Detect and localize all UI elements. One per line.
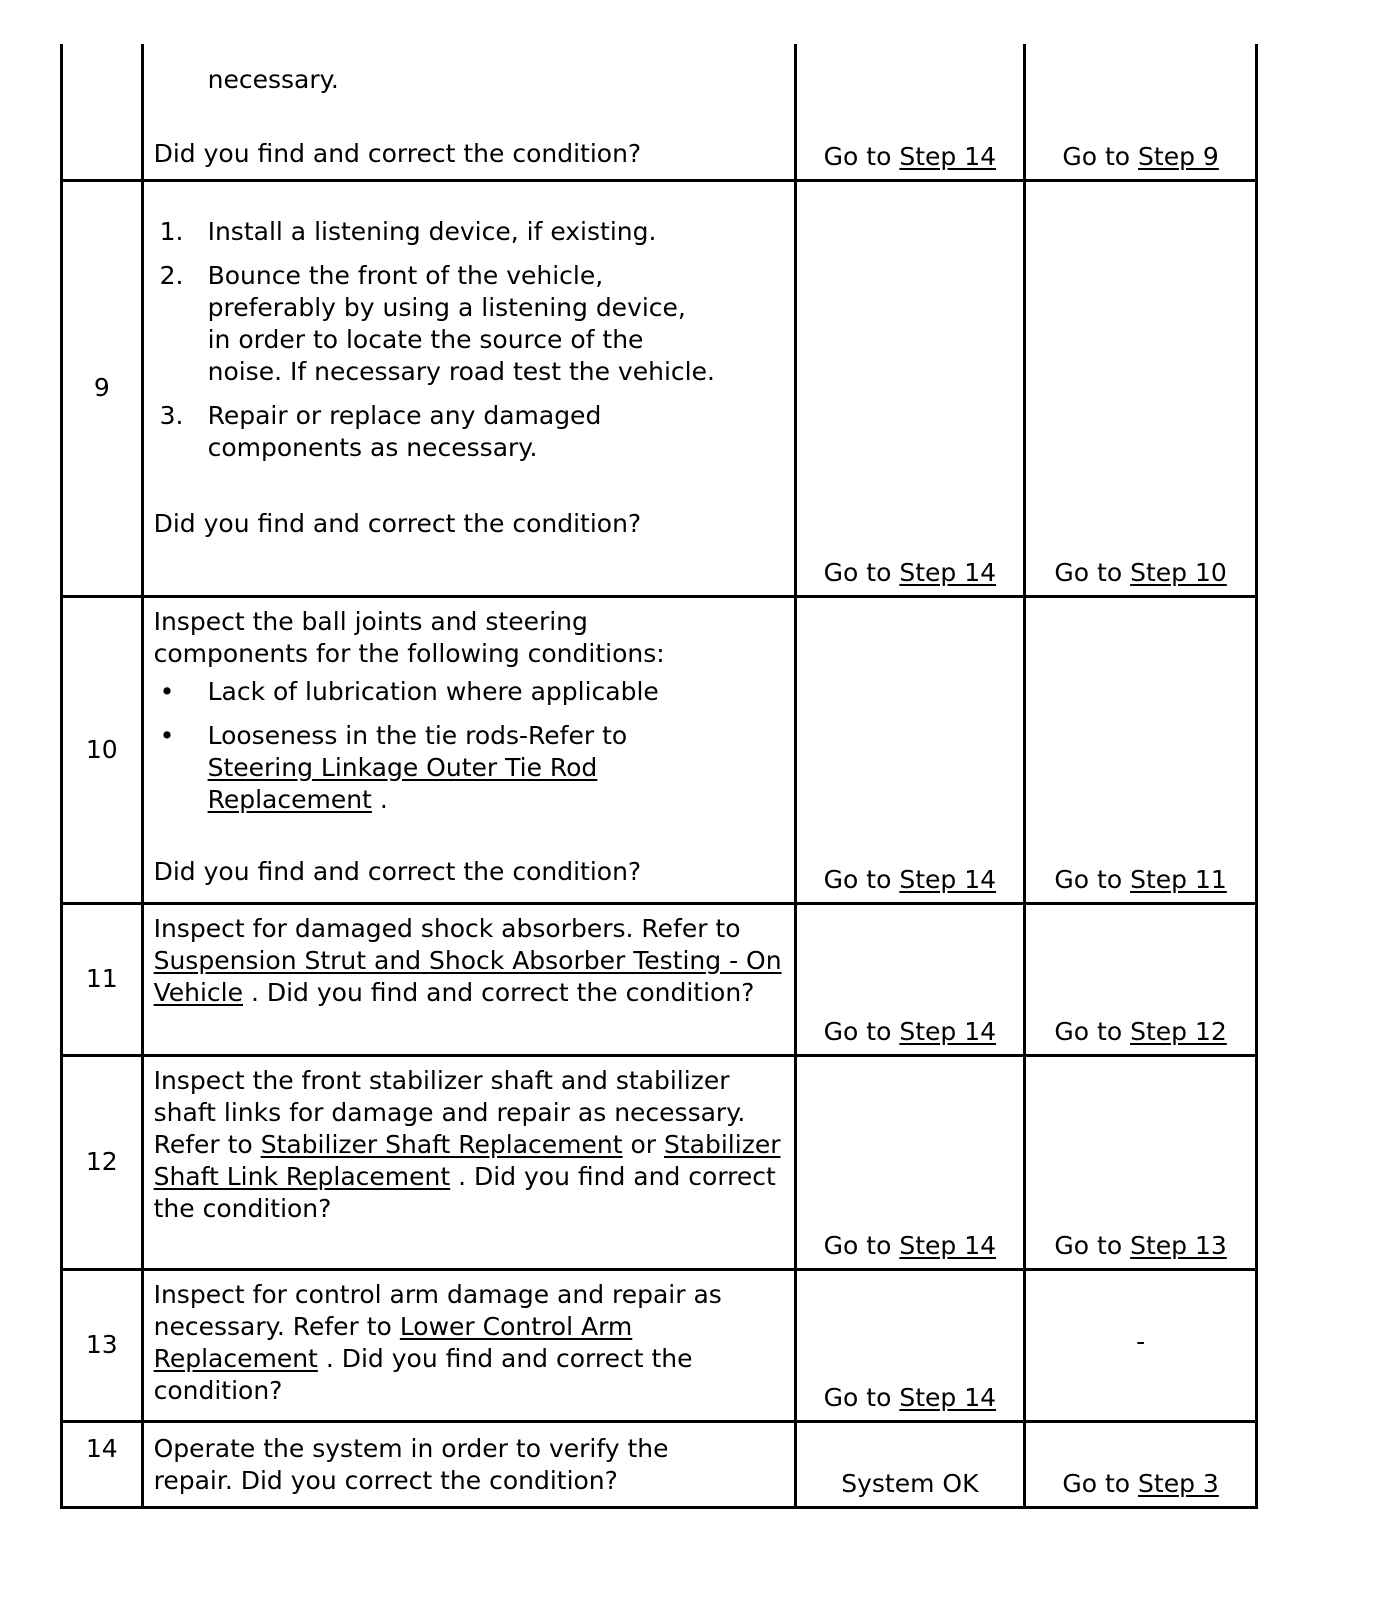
numbered-list bbox=[154, 216, 786, 464]
step-link[interactable]: Step 14 bbox=[899, 1382, 997, 1412]
step-link[interactable]: Step 10 bbox=[1130, 557, 1227, 587]
bullet-list bbox=[154, 676, 786, 816]
no-result: Go to Step 9 bbox=[1025, 44, 1257, 180]
no-result: Go to Step 10 bbox=[1025, 180, 1257, 596]
step-link[interactable]: Step 9 bbox=[1138, 141, 1219, 171]
question-text: Did you find and correct the condition? bbox=[153, 139, 642, 168]
list-item: 2. Bounce the front of the vehicle, preferably by using a listening device, in order to locate the source of the noise. If necessary road test the vehicle. bbox=[159, 260, 715, 386]
lower-control-arm-replacement-link[interactable]: Lower Control Arm Replacement bbox=[153, 1311, 633, 1373]
yes-result: Go to Step 14 bbox=[795, 44, 1025, 180]
step-link[interactable]: Step 11 bbox=[1130, 864, 1227, 894]
no-result: - bbox=[1025, 1269, 1257, 1421]
step-action bbox=[142, 180, 795, 596]
no-result: Go to Step 13 bbox=[1025, 1055, 1257, 1269]
step-number bbox=[62, 44, 143, 180]
table-row bbox=[62, 1055, 1257, 1269]
step-action bbox=[142, 596, 795, 903]
shock-absorber-testing-link[interactable]: Suspension Strut and Shock Absorber Testing - On Vehicle bbox=[153, 945, 782, 1007]
step-action: Inspect the front stabilizer shaft and stabilizer shaft links for damage and repair as necessary. Refer to Stabilizer Shaft Replacement or Stabilizer Shaft Link Replacement . Did you find and correct the condition? bbox=[142, 1055, 795, 1269]
step-link[interactable]: Step 12 bbox=[1130, 1016, 1227, 1046]
table-row bbox=[62, 1269, 1257, 1421]
list-item: 1. Install a listening device, if existing. bbox=[159, 216, 657, 246]
list-item: 3. Repair or replace any damaged components as necessary. bbox=[159, 400, 602, 462]
question-text: Did you find and correct the condition? bbox=[153, 856, 642, 886]
question-text: Did you find and correct the condition? bbox=[153, 508, 642, 538]
table-row bbox=[62, 44, 1257, 180]
step-number: 14 bbox=[62, 1421, 143, 1507]
table-row bbox=[62, 1421, 1257, 1507]
table-row bbox=[62, 903, 1257, 1055]
step-link[interactable]: Step 14 bbox=[899, 1016, 997, 1046]
continuation-text: necessary. bbox=[207, 65, 339, 94]
step-action bbox=[142, 1421, 795, 1507]
step-link[interactable]: Step 14 bbox=[899, 864, 997, 894]
yes-result: Go to Step 14 bbox=[795, 180, 1025, 596]
step-link[interactable]: Step 14 bbox=[899, 1230, 997, 1260]
step-link[interactable]: Step 14 bbox=[899, 557, 997, 587]
stabilizer-shaft-replacement-link[interactable]: Stabilizer Shaft Replacement bbox=[260, 1129, 623, 1159]
yes-result: System OK bbox=[795, 1421, 1025, 1507]
step-link[interactable]: Step 14 bbox=[899, 141, 997, 171]
step-action: Inspect for damaged shock absorbers. Refer to Suspension Strut and Shock Absorber Testing - On Vehicle . Did you find and correct the condition? bbox=[142, 903, 795, 1055]
step-action: Inspect for control arm damage and repair as necessary. Refer to Lower Control Arm Replacement . Did you find and correct the condition? bbox=[142, 1269, 795, 1421]
diagnostic-steps-table bbox=[60, 44, 1258, 1509]
step-link[interactable]: Step 13 bbox=[1130, 1230, 1227, 1260]
step-number: 11 bbox=[62, 903, 143, 1055]
step-number: 9 bbox=[62, 180, 143, 596]
no-result: Go to Step 12 bbox=[1025, 903, 1257, 1055]
step-number: 13 bbox=[62, 1269, 143, 1421]
intro-text: Inspect the ball joints and steering components for the following conditions: bbox=[153, 606, 665, 668]
list-item: • Looseness in the tie rods-Refer to Steering Linkage Outer Tie Rod Replacement . bbox=[159, 720, 628, 814]
step-link[interactable]: Step 3 bbox=[1138, 1468, 1219, 1498]
stabilizer-shaft-link-replacement-link[interactable]: Stabilizer Shaft Link Replacement bbox=[153, 1129, 781, 1191]
table-row bbox=[62, 596, 1257, 903]
tie-rod-replacement-link[interactable]: Steering Linkage Outer Tie Rod Replacement bbox=[207, 752, 598, 814]
yes-result: Go to Step 14 bbox=[795, 903, 1025, 1055]
step-number: 10 bbox=[62, 596, 143, 903]
step-text: Operate the system in order to verify the repair. Did you correct the condition? bbox=[153, 1433, 669, 1495]
yes-result: Go to Step 14 bbox=[795, 1269, 1025, 1421]
table-row bbox=[62, 180, 1257, 596]
step-number: 12 bbox=[62, 1055, 143, 1269]
yes-result: Go to Step 14 bbox=[795, 1055, 1025, 1269]
no-result: Go to Step 11 bbox=[1025, 596, 1257, 903]
no-result: Go to Step 3 bbox=[1025, 1421, 1257, 1507]
list-item: • Lack of lubrication where applicable bbox=[159, 676, 659, 706]
step-action bbox=[142, 44, 795, 180]
yes-result: Go to Step 14 bbox=[795, 596, 1025, 903]
